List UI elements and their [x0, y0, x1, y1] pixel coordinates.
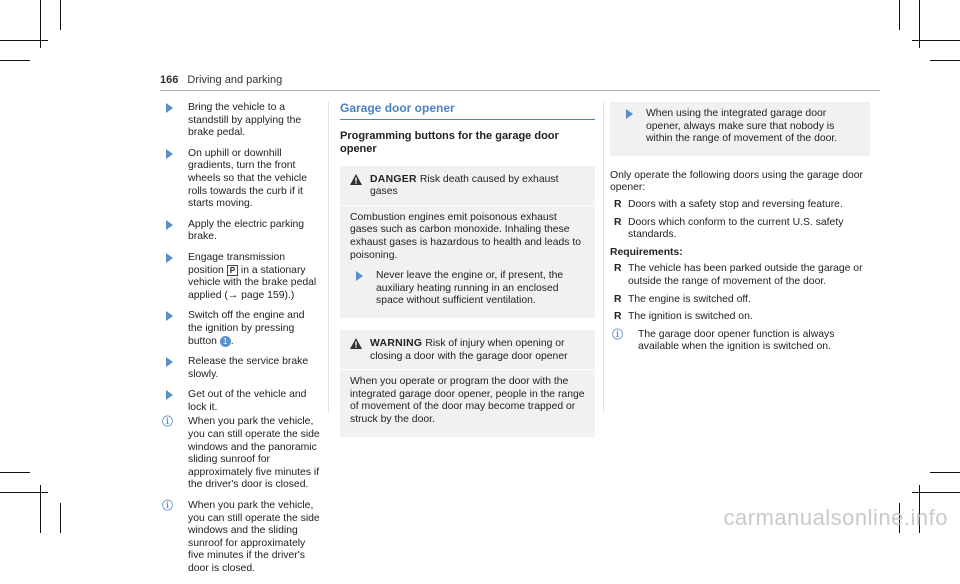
park-position-icon: P: [227, 265, 238, 276]
info-icon: ⓘ: [612, 328, 623, 341]
step-item: Bring the vehicle to a standstill by applying the brake pedal.: [160, 102, 320, 140]
step-arrow-icon: [166, 357, 173, 367]
step-arrow-icon: [166, 253, 173, 263]
crop-mark: [912, 40, 960, 41]
watermark: carmanualsonline.info: [723, 505, 948, 530]
info-icon: ⓘ: [162, 416, 173, 429]
crop-mark: [60, 503, 61, 533]
section-heading: Garage door opener: [340, 101, 455, 115]
step-item: Engage transmission position P in a stationary vehicle with the brake pedal applied (→ page 159).): [160, 252, 320, 302]
step-item: Release the service brake slowly.: [160, 356, 320, 381]
step-item: Get out of the vehicle and lock it.: [160, 389, 320, 414]
info-note: ⓘ When you park the vehicle, you can still operate the side windows and the panoramic sliding sunroof for approximately five minutes if the driver's door is closed.: [162, 416, 320, 491]
panel-body: [610, 102, 870, 156]
list-item: R Doors with a safety stop and reversing feature.: [614, 198, 843, 210]
requirements-label: Requirements:: [610, 246, 683, 258]
crop-mark: [930, 60, 960, 61]
callout-badge-icon: 1: [220, 336, 231, 347]
section-rule: [340, 119, 595, 120]
warning-body: When you operate or program the door with the integrated garage door opener, people in the range of movement of the door may become trapped or struck by the door.: [350, 376, 585, 425]
crop-mark: [912, 492, 960, 493]
crop-mark: [899, 0, 900, 30]
step-item: Never leave the engine or, if present, the auxiliary heating running in an enclosed space without sufficient ventilation.: [350, 270, 585, 308]
warning-panel: [340, 330, 595, 437]
info-icon: ⓘ: [162, 500, 173, 513]
column-right: [610, 102, 870, 362]
step-arrow-icon: [626, 109, 633, 119]
step-arrow-icon: [166, 103, 173, 113]
warning-panel-continued: [610, 102, 870, 156]
step-arrow-icon: [166, 149, 173, 159]
danger-headline: Risk death caused by exhaust gases: [370, 173, 559, 198]
column-divider: [603, 102, 604, 412]
warning-label: WARNING: [370, 337, 423, 349]
warning-triangle-icon: [350, 174, 362, 185]
crop-mark: [0, 472, 30, 473]
page-header: [160, 74, 282, 86]
crop-mark: [0, 60, 30, 61]
header-rule: [160, 90, 880, 91]
crop-mark: [60, 0, 61, 30]
info-note: ⓘ The garage door opener function is always available when the ignition is switched on.: [612, 328, 835, 353]
step-arrow-icon: [166, 311, 173, 321]
danger-header: [340, 166, 595, 206]
crop-mark: [930, 472, 960, 473]
info-note: ⓘ When you park the vehicle, you can still operate the side windows and the sliding sunroof for approximately five minutes if the driver's door is closed.: [162, 500, 320, 574]
step-item: When using the integrated garage door opener, always make sure that nobody is within the range of movement of the door.: [620, 108, 860, 146]
column-divider: [328, 102, 329, 412]
subsection-heading: Programming buttons for the garage door opener: [340, 129, 559, 155]
page-number: 166: [160, 74, 179, 86]
warning-headline: Risk of injury when opening or closing a door with the garage door opener: [370, 337, 568, 362]
danger-label: DANGER: [370, 173, 417, 185]
step-item: On uphill or downhill gradients, turn the front wheels so that the vehicle rolls towards the curb if it starts moving.: [160, 148, 320, 211]
step-item: Switch off the engine and the ignition by pressing button 1 .: [160, 310, 320, 348]
warning-triangle-icon: [350, 338, 362, 349]
step-arrow-icon: [166, 390, 173, 400]
crop-mark: [0, 492, 48, 493]
column-middle: [340, 102, 595, 449]
crop-mark: [0, 40, 48, 41]
intro-text: Only operate the following doors using the garage door opener:: [610, 169, 864, 194]
section-title: Driving and parking: [187, 74, 283, 86]
step-arrow-icon: [166, 220, 173, 230]
danger-body: Combustion engines emit poisonous exhaust gases such as carbon monoxide. Inhaling these exhaust gases is hazardous to health and leads to poisoning. Never leave the engine or, if present, the auxiliary heating running in an enclosed space without sufficient ventilation.: [340, 206, 595, 318]
list-item: R The engine is switched off.: [614, 293, 751, 305]
list-item: R The vehicle has been parked outside the garage or outside the range of movement of the door.: [614, 263, 863, 287]
warning-header: [340, 330, 595, 370]
danger-panel: [340, 166, 595, 318]
list-item: R The ignition is switched on.: [614, 311, 753, 323]
page-reference-link[interactable]: → page 159).: [227, 289, 291, 301]
step-item: Apply the electric parking brake.: [160, 219, 320, 244]
step-arrow-icon: [356, 271, 363, 281]
column-left: [160, 102, 320, 584]
list-item: R Doors which conform to the current U.S. safety standards.: [614, 216, 844, 241]
